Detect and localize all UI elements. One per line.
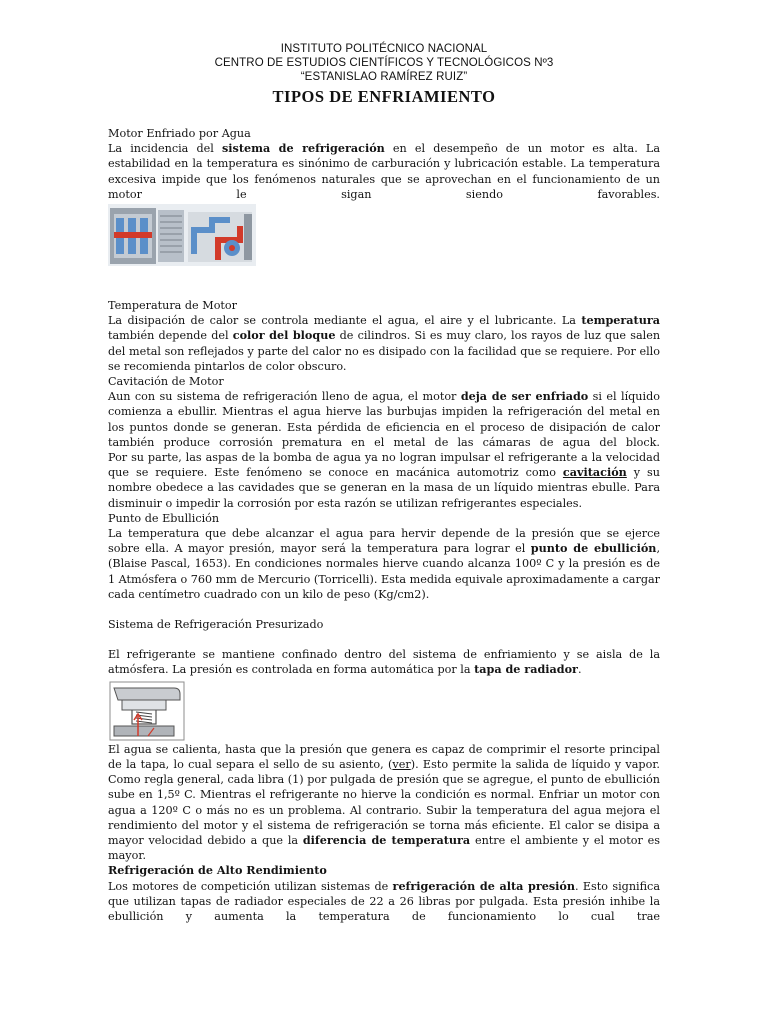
section-heading-water-cooled: Motor Enfriado por Agua (108, 127, 251, 140)
paragraph-water-cooled: La incidencia del sistema de refrigeración en el desempeño de un motor es alta. La estabilidad en la temperatura es sinónimo de carburación y lubricación estable. La temperatura excesiva impide que los fenómenos naturales que se aprovechan en el funcionamiento de un motor le sigan siendo favorables. (108, 141, 660, 201)
paragraph-pressurized-1: El refrigerante se mantiene confinado dentro del sistema de enfriamiento y se aisla de la atmósfera. La presión es controlada en forma automática por la tapa de radiador. (108, 648, 660, 677)
paragraph-boiling-point: La temperatura que debe alcanzar el agua para hervir depende de la presión que se ejerce sobre ella. A mayor presión, mayor será la temperatura para lograr el punto de ebullición, (Blaise Pascal, 1653). En condiciones normales hierve cuando alcanza 100º C y la presión es de 1 Atmósfera o 760 mm de Mercurio (Torricelli). Esta medida equivale aproximadamente a cargar cada centímetro cuadrado con un kilo de peso (Kg/cm2). (108, 527, 660, 601)
section-heading-pressurized-system: Sistema de Refrigeración Presurizado (108, 618, 324, 632)
section-heading-high-performance: Refrigeración de Alto Rendimiento (108, 863, 327, 878)
institution-name: INSTITUTO POLITÉCNICO NACIONAL (280, 43, 488, 55)
center-name: CENTRO DE ESTUDIOS CIENTÍFICOS Y TECNOLÓGICOS Nº3 (214, 57, 554, 69)
see-link[interactable]: ver (392, 757, 411, 771)
document-header (108, 42, 660, 84)
cooling-system-illustration (108, 204, 256, 266)
section-heading-cavitation: Cavitación de Motor (108, 375, 224, 389)
section-heading-boiling-point: Punto de Ebullición (108, 511, 220, 525)
paragraph-high-performance: Los motores de competición utilizan sistemas de refrigeración de alta presión. Esto significa que utilizan tapas de radiador especiales de 22 a 26 libras por pulgada. Esta presión inhibe la ebullición y aumenta la temperatura de funcionamiento lo cual trae (108, 878, 660, 923)
section-heading-engine-temperature: Temperatura de Motor (108, 299, 238, 313)
paragraph-pressurized-2: El agua se calienta, hasta que la presión que genera es capaz de comprimir el resorte principal de la tapa, lo cual separa el sello de su asiento, (ver). Esto permite la salida de líquido y vapor. Como regla general, cada libra (1) por pulgada de presión que se agregue, el punto de ebullición sube en 1,5º C. Mientras el refrigerante no hierve la condición es normal. Enfriar un motor con agua a 120º C o más no es un problema. Al contrario. Subir la temperatura del agua mejora el rendimiento del motor y el sistema de refrigeración se torna más eficiente. El calor se disipa a mayor velocidad debido a que la diferencia de temperatura entre el ambiente y el motor es mayor. (108, 742, 660, 863)
document-title: TIPOS DE ENFRIAMIENTO (272, 87, 496, 106)
paragraph-cavitation-1: Aun con su sistema de refrigeración lleno de agua, el motor deja de ser enfriado si el líquido comienza a ebullir. Mientras el agua hierve las burbujas impiden la refrigeración del metal en los puntos donde se generan. Esta pérdida de eficiencia en el proceso de disipación de calor también produce corrosión prematura en el metal de las cámaras de agua del block. (108, 389, 660, 449)
paragraph-engine-temperature: La disipación de calor se controla mediante el agua, el aire y el lubricante. La temperatura también depende del color del bloque de cilindros. Si es muy claro, los rayos de luz que salen del metal son reflejados y parte del calor no es disipado con la facilidad que se requiere. Por ello se recomienda pintarlos de color obscuro. (108, 313, 661, 373)
school-name: “ESTANISLAO RAMÍREZ RUIZ” (300, 71, 468, 83)
paragraph-cavitation-2: Por su parte, las aspas de la bomba de agua ya no logran impulsar el refrigerante a la velocidad que se requiere. Este fenómeno se conoce en macánica automotriz como cavitación y su nombre obedece a las cavidades que se generan en la masa de un líquido mientras ebulle. Para disminuir o impedir la corrosión por esta razón se utilizan refrigerantes especiales. (108, 451, 660, 510)
radiator-cap-illustration (108, 680, 186, 742)
